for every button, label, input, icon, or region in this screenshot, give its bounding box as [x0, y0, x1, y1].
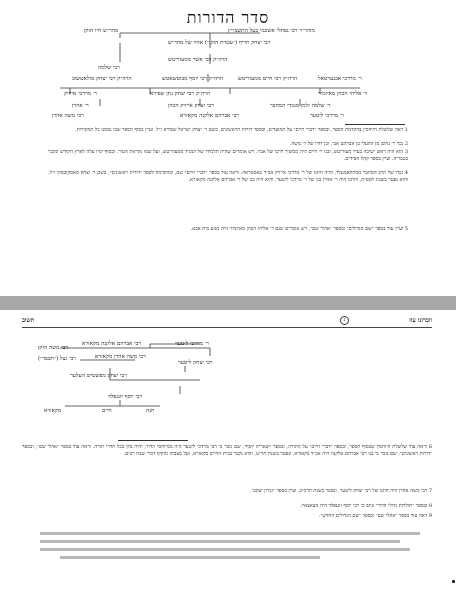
tree-node: מהר״ש חיו הזקן: [84, 28, 119, 34]
tree-node: רבי יצחק ליטער: [178, 360, 213, 366]
tree-node: רבי אברהם אלקנה מקאזרא: [82, 341, 142, 347]
page-number-circle: ג: [340, 316, 349, 325]
tree-node: רבי גצל (״תכבד״): [38, 356, 77, 362]
tree-node: רבי יצחק מפשטיש העלער: [70, 373, 127, 379]
page-top: [0, 0, 456, 296]
tree-node: רבי יוסף זוננפלד: [108, 394, 143, 400]
footnote: 6 וראה עוד שלשלת היוחסין שבסוף הספר, ובספר ״דברי חיים״ על התורה, ובספר ״שארית יוסף״, שם נזכר כי רבי מרדכי ליטער היה ממיוחסי הדור, והיה בקי בכל חדרי תורה. וראה עוד בספר ״אהלי שם״, ובספר ״דורות ראשונים״, שם נזכר כי בנו רבי אברהם אלקנה היה אב״ד בקאזרא, ונפטר בשנת תר״ט, והוא נקבר בבית החיים בקאזרא, ועל מצבתו נחקקו דברי שבח רבים.: [22, 444, 432, 457]
footnote: 1 ראה שלשלת היוחסין בהקדמת הספר, ובספר ״דברי חיים״ על המועדים, ובספר דורות הראשונים, בשם ר׳ יצחק ישראל שפירא ז״ל. ועיין בסוף הספר שבו נסמנו כל המקורות.: [75, 127, 408, 133]
page-separator: [0, 296, 456, 310]
tree-lines-bottom: [0, 310, 456, 420]
footnote: 8 ובספר ״תולדות גדולי הדור״ כתב כי רבי יוסף זוננפלד היה מצאצאיו.: [299, 503, 432, 509]
tree-node: ר׳ שלמה זלמן מנכדי המחבר: [270, 103, 331, 109]
tree-node: ר׳ מרדכי אבנערטאל: [318, 76, 362, 82]
faded-text-line: [40, 548, 410, 551]
tree-node: רבי אברהם אלקנה מקאזרא: [180, 113, 240, 119]
tree-node: מקאזרא: [44, 408, 62, 414]
corner-mark: [452, 580, 455, 583]
tree-node: רבי שלמה: [98, 65, 120, 71]
tree-node: רבי יצחק אייזיק הכהן: [168, 103, 214, 109]
footnote-divider: [345, 124, 405, 125]
tree-node: הרה״ק רבי חיים ממעזריטש: [238, 76, 298, 82]
tree-node: רבי משה הזקן: [38, 345, 69, 351]
footnote: 5 ועיין עוד בספר ״שם הגדולים״ ובספר ״אהלי שם״, ויש אומרים שגם ר׳ אליהו הכהן מאיזמיר היה מגזע בית אבא.: [190, 226, 408, 232]
tree-node: חיים: [102, 408, 112, 414]
footnote: 4 נכדו של הרב המחבר ממחוזאמעלד, והיה חתנו של ר׳ מרדכי אייזיק אב״ד באסטראה. וראה עוד בספר ״דברי חיים״ שם, ובהקדמה לספר ״דורות ראשונים״, בשם ר׳ יצחק מאסקובסקי ז״ל. והוא נפטר בשנת תקפ״ח, וחתנו היה ר׳ אהרן בנו של ר׳ מרדכי ליטער, והוא היה בנו של ר׳ אברהם אלקנה מקאזרא.: [48, 170, 408, 183]
faded-text-line: [40, 540, 400, 543]
tree-node: ר׳ מרדכי אייזיק: [64, 91, 97, 97]
tree-node: ר׳ מרדכי ליטער: [175, 341, 209, 347]
tree-node: הרה״ק רבי יוסף מבוטשאטש: [162, 76, 224, 82]
page-bottom: [0, 310, 456, 596]
tree-node: ר׳ אליהו הכהן מאיזמיר: [318, 91, 368, 97]
tree-node: רבי משה אהרן: [52, 113, 84, 119]
tree-node: הרה״ק רבי אשר ממעזריטש: [168, 57, 228, 63]
page-title: סדר הדורות: [186, 8, 270, 27]
tree-node: הרה״ק רבי יצחק נתן שפירא: [150, 91, 211, 97]
footnote: 9 ראה עוד בספר ״אהלי שם״ ובספר ״שם הגדולים החדש״.: [318, 513, 432, 519]
tree-node: רבי יצחק חריף (״עטרת הזקן״) אחיו של מהר״ש: [168, 40, 271, 46]
tree-node: הרה״ק רבי יצחק מזלאטשוב: [72, 76, 132, 82]
tree-node: מוהר״ר רבי נפתלי אשכנזי בעל התשבי״ץ: [228, 28, 315, 34]
tree-node: ר׳ אהרן: [72, 103, 89, 109]
header-right-text: וזכרונו עוז: [409, 317, 432, 324]
footnote: 2 נכד ר׳ נחום מן ההעלי בן אברהם אבי, ובן דודו של ר׳ משה.: [289, 141, 408, 147]
footnote: 3 הוא היה ראש ישיבה בעיר מעזריטש, ובנו ר׳ חיים היה ממשיך דרכו של אביו. ויש אומרים שהיה תלמידו של המגיד ממעזריטש, ועל שמו נקראת העיר. ובסוף ימיו עלה לארץ הקודש ונקבר בטבריה. ועיין בספר קהל חסידים.: [48, 149, 408, 162]
header-left-text: תשוב: [22, 317, 35, 324]
faded-text-line: [40, 532, 420, 535]
tree-node: חנה: [146, 408, 155, 414]
faded-text-line: [60, 556, 320, 559]
tree-lines-top: [0, 0, 456, 120]
footnote-divider: [118, 440, 188, 441]
tree-node: רבי משה אהרן מקאזרא: [95, 354, 146, 360]
footnote: 7 רבי משה אהרן היה חתנו של רבי יצחק ליטער, ונפטר בשנת תרכ״ב, ועיין בספר ״זכרון יעקב״.: [249, 488, 432, 494]
tree-node: ר׳ מרדכי ליטער: [310, 113, 344, 119]
